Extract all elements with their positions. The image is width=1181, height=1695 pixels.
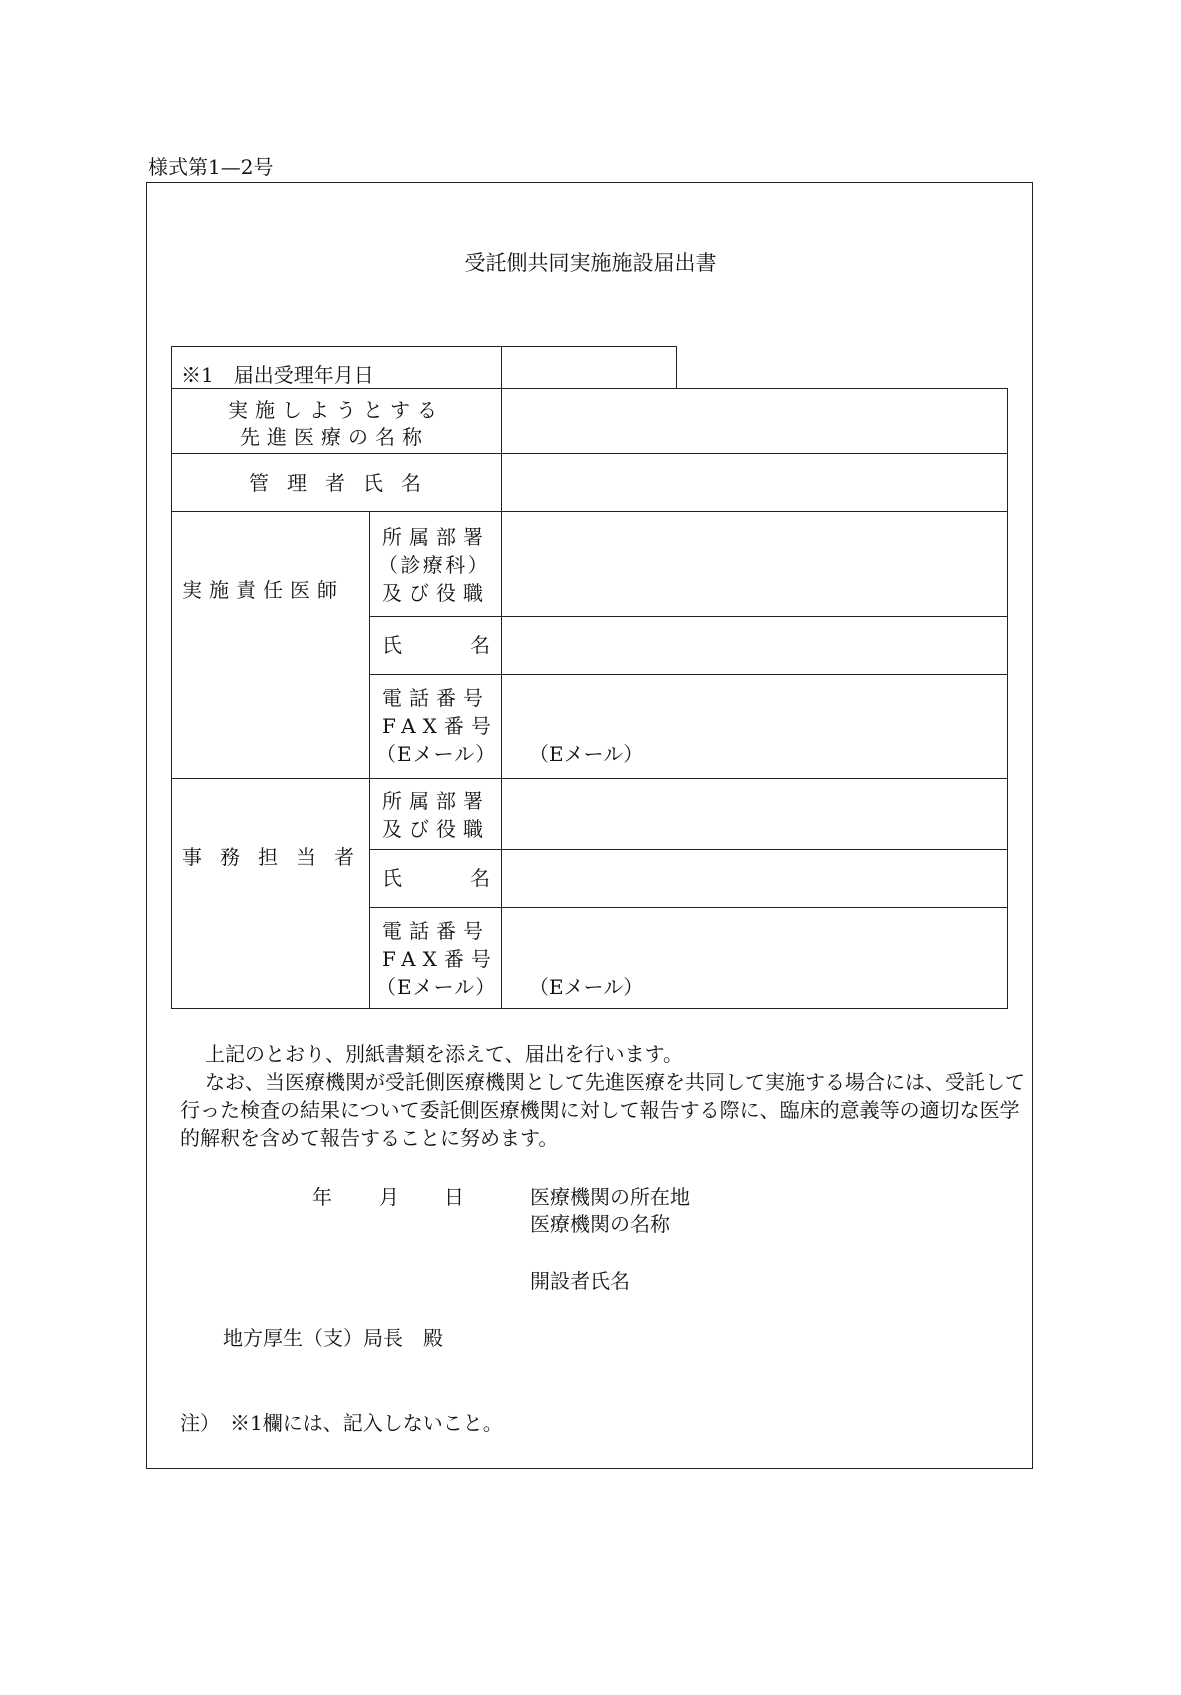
physician-dept-label-2: （診療科）	[378, 553, 490, 577]
date-year: 年	[312, 1185, 332, 1209]
physician-name-label-1: 氏	[382, 633, 402, 657]
physician-name-label-2: 名	[470, 633, 490, 657]
clerk-dept-field[interactable]	[501, 778, 1008, 850]
receipt-date-field[interactable]	[501, 346, 677, 389]
institution-name-label: 医療機関の名称	[530, 1212, 670, 1236]
physician-name-label-cell	[369, 616, 502, 675]
physician-name-field[interactable]	[501, 616, 1008, 675]
clerk-name-label-1: 氏	[382, 866, 402, 890]
footnote: 注） ※1欄には、記入しないこと。	[180, 1411, 503, 1435]
physician-group-cell	[171, 511, 370, 779]
receipt-date-label: ※1 届出受理年月日	[181, 363, 374, 387]
clerk-dept-label-2: 及び役職	[382, 817, 490, 841]
physician-email-label: （Eメール）	[376, 742, 497, 766]
date-month: 月	[379, 1185, 399, 1209]
physician-contact-label-cell	[369, 674, 502, 779]
declaration-line1: 上記のとおり、別紙書類を添えて、届出を行います。	[205, 1042, 683, 1066]
physician-dept-label-3: 及び役職	[382, 581, 490, 605]
clerk-name-label-2: 名	[470, 866, 490, 890]
clerk-contact-field[interactable]	[501, 907, 1008, 1009]
date-day: 日	[444, 1185, 464, 1209]
declaration-text	[180, 1040, 1025, 1152]
clerk-name-field[interactable]	[501, 849, 1008, 908]
form-number: 様式第1—2号	[148, 155, 274, 179]
clerk-email-value: （Eメール）	[529, 975, 644, 999]
clerk-email-label: （Eメール）	[376, 975, 497, 999]
document-title: 受託側共同実施施設届出書	[464, 251, 717, 275]
clerk-group-label: 事務担当者	[182, 845, 372, 869]
physician-phone-label: 電話番号	[382, 686, 490, 710]
treatment-name-label-cell	[171, 388, 502, 454]
manager-name-label: 管理者氏名	[249, 471, 439, 495]
treatment-name-label-line2: 先進医療の名称	[240, 425, 429, 449]
treatment-name-field[interactable]	[501, 388, 1008, 454]
clerk-fax-label: FAX番号	[382, 947, 498, 971]
physician-dept-label-cell	[369, 511, 502, 617]
clerk-group-cell	[171, 778, 370, 1009]
manager-name-label-cell	[171, 453, 502, 512]
clerk-dept-label-1: 所属部署	[382, 789, 490, 813]
clerk-contact-label-cell	[369, 907, 502, 1009]
physician-dept-field[interactable]	[501, 511, 1008, 617]
physician-fax-label: FAX番号	[382, 714, 498, 738]
physician-dept-label-1: 所属部署	[382, 525, 490, 549]
founder-name-label: 開設者氏名	[530, 1269, 630, 1293]
receipt-date-label-cell	[171, 346, 502, 389]
addressee: 地方厚生（支）局長 殿	[223, 1326, 443, 1350]
physician-contact-field[interactable]	[501, 674, 1008, 779]
clerk-dept-label-cell	[369, 778, 502, 850]
clerk-name-label-cell	[369, 849, 502, 908]
physician-group-label: 実施責任医師	[182, 578, 344, 602]
manager-name-field[interactable]	[501, 453, 1008, 512]
declaration-paragraph: なお、当医療機関が受託側医療機関として先進医療を共同して実施する場合には、受託して行った検査の結果について委託側医療機関に対して報告する際に、臨床的意義等の適切な医学的解釈を含めて報告することに努めます。	[180, 1070, 1025, 1150]
treatment-name-label-line1: 実施しようとする	[228, 398, 444, 422]
clerk-phone-label: 電話番号	[382, 919, 490, 943]
physician-email-value: （Eメール）	[529, 742, 644, 766]
institution-location-label: 医療機関の所在地	[530, 1185, 690, 1209]
